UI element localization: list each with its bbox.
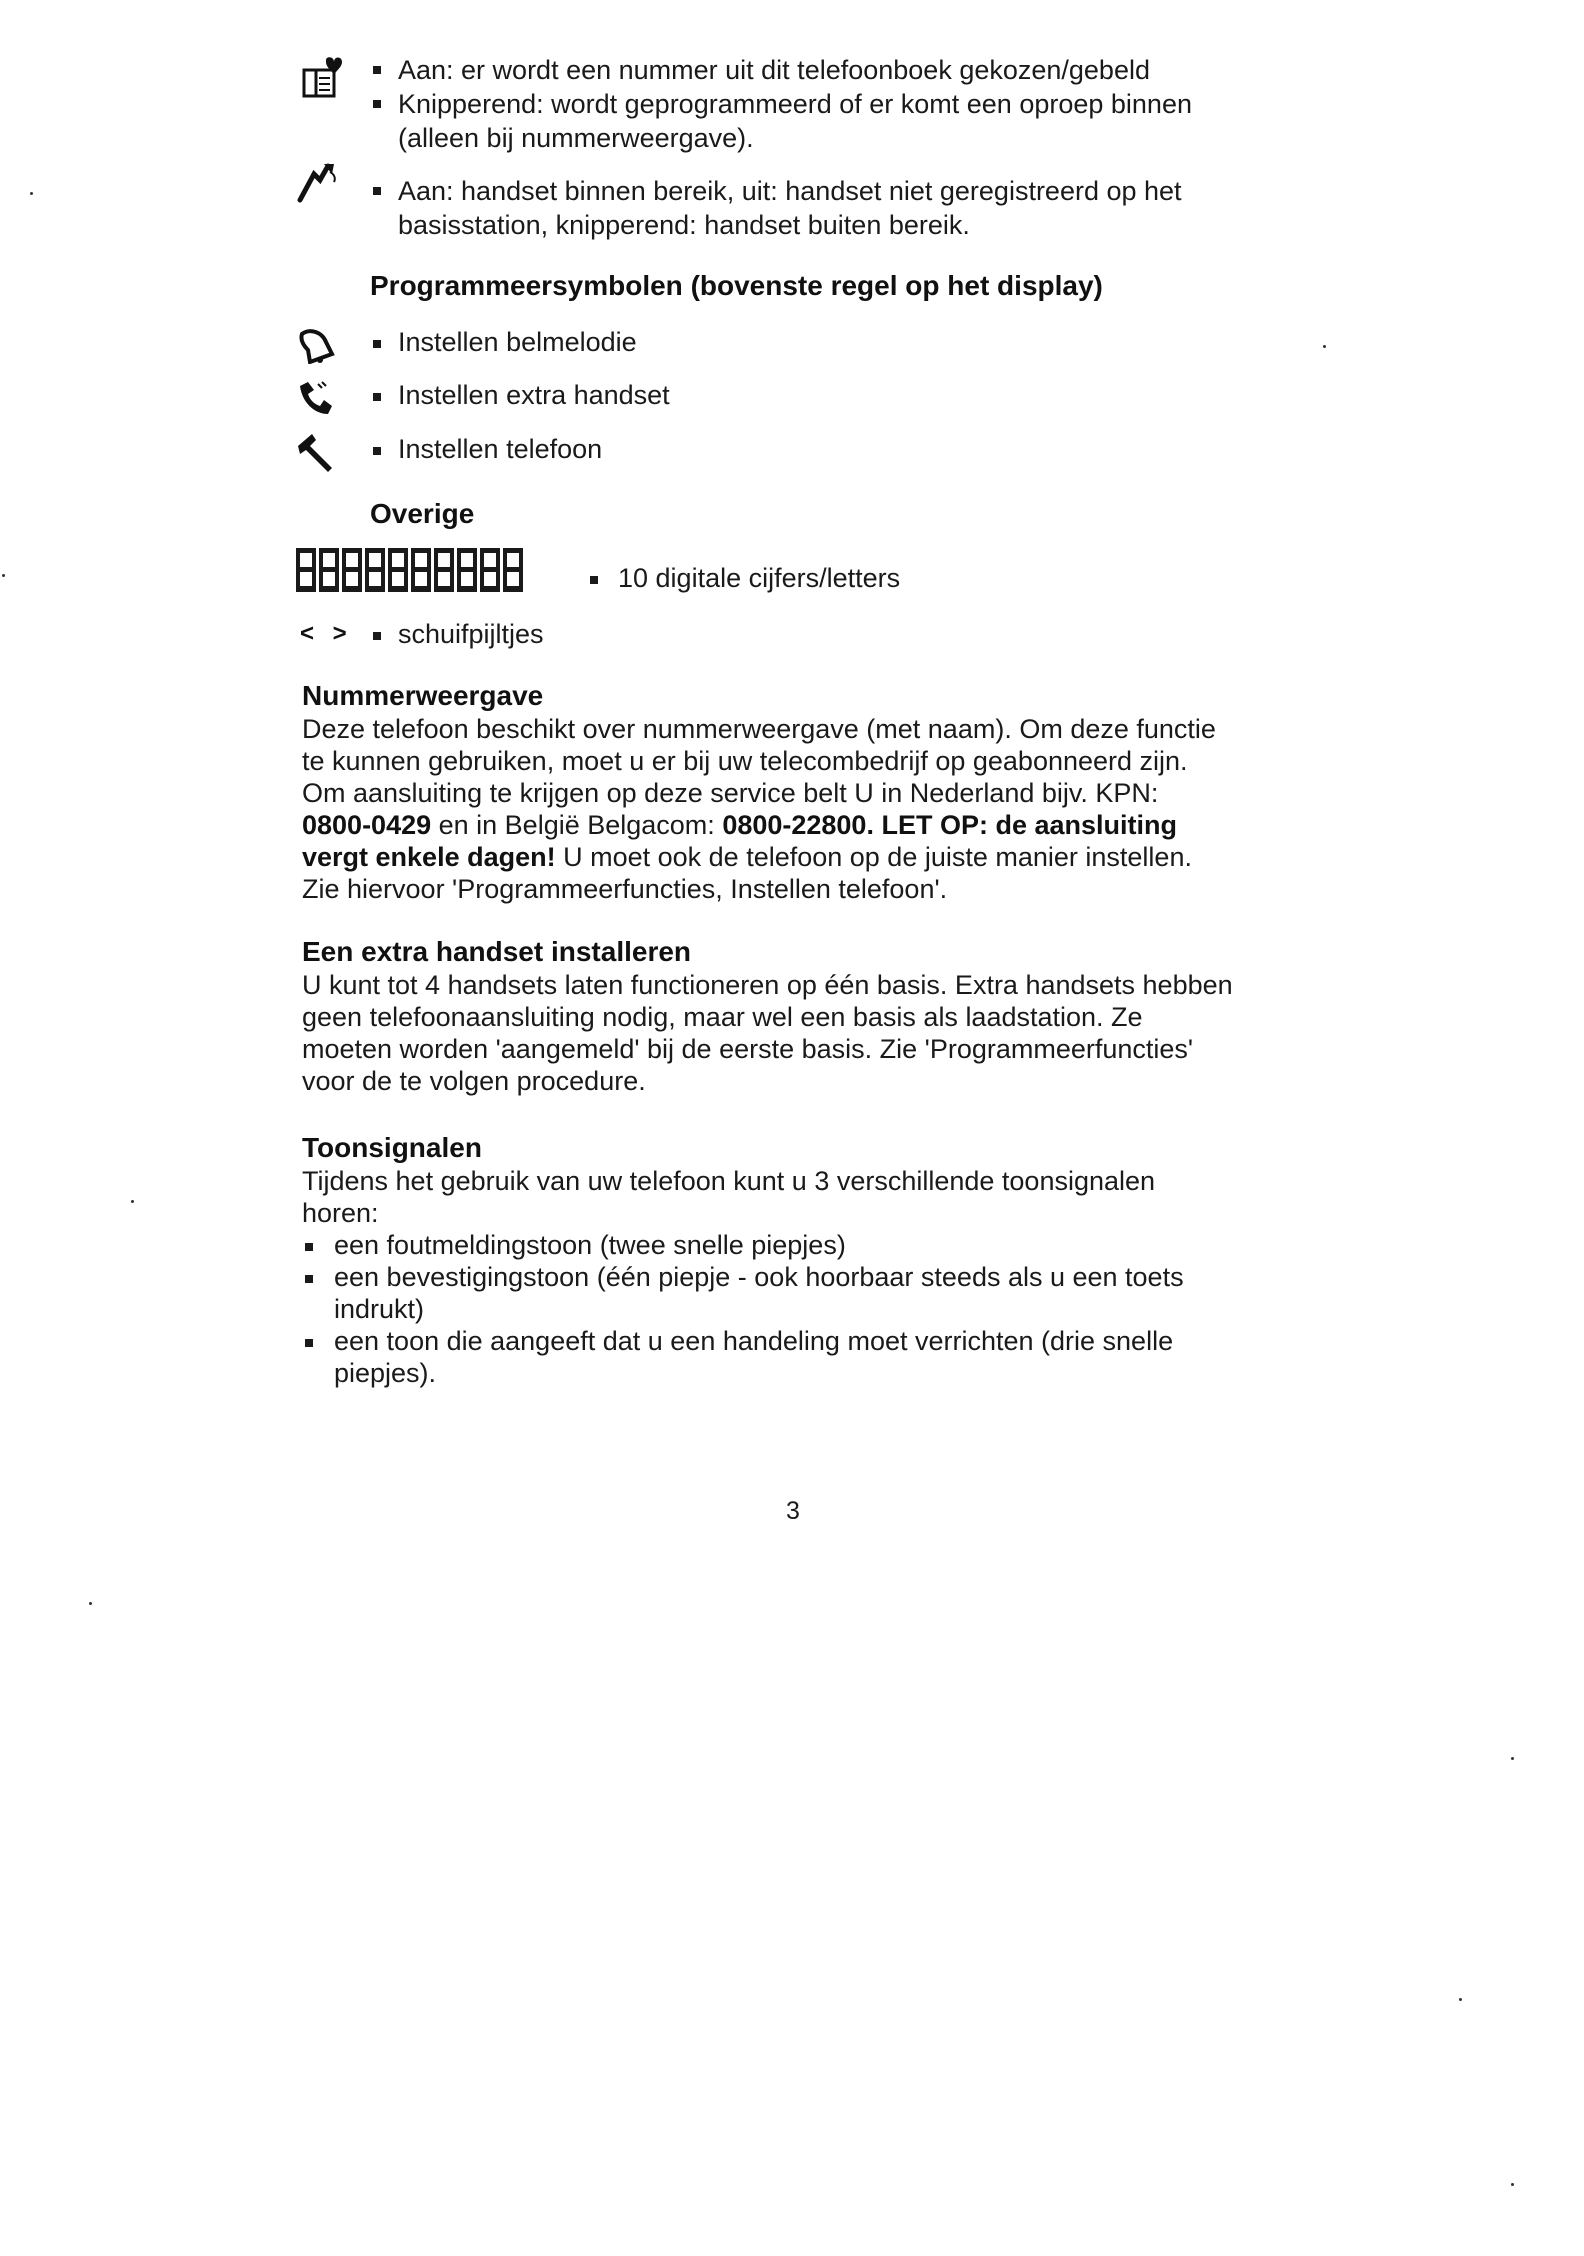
caller-id-line-4 bbox=[302, 809, 1177, 841]
tones-heading: Toonsignalen bbox=[302, 1132, 482, 1163]
tone-item-3-line-2: piepjes). bbox=[334, 1358, 437, 1388]
extra-handset-heading: Een extra handset installeren bbox=[302, 936, 692, 967]
scan-speck bbox=[1511, 1757, 1514, 1760]
signal-range-icon bbox=[294, 160, 344, 204]
range-desc-line-2: basisstation, knipperend: handset buiten bereik. bbox=[398, 210, 970, 240]
segment-cell bbox=[365, 548, 385, 592]
segment-cell bbox=[342, 548, 362, 592]
segment-cell bbox=[296, 548, 316, 592]
segment-cell bbox=[503, 548, 523, 592]
extra-handset-line-3: moeten worden 'aangemeld' bij de eerste basis. Zie 'Programmeerfuncties' bbox=[302, 1034, 1194, 1064]
bullet bbox=[373, 447, 381, 455]
scan-speck bbox=[89, 1602, 92, 1605]
tone-item-3-line-1: een toon die aangeeft dat u een handeling moet verrichten (drie snelle bbox=[334, 1326, 1174, 1356]
page-number: 3 bbox=[786, 1497, 800, 1525]
other-heading: Overige bbox=[370, 498, 475, 529]
scan-speck bbox=[1459, 1998, 1462, 2001]
bullet bbox=[373, 632, 381, 640]
caller-id-heading: Nummerweergave bbox=[302, 680, 544, 711]
scan-speck bbox=[2, 574, 5, 577]
phonebook-desc-line-3: (alleen bij nummerweergave). bbox=[398, 123, 754, 153]
caller-id-line-6: Zie hiervoor 'Programmeerfuncties, Instellen telefoon'. bbox=[302, 874, 948, 904]
segment-cell bbox=[480, 548, 500, 592]
extra-handset-line-2: geen telefoonaansluiting nodig, maar wel een basis als laadstation. Ze bbox=[302, 1002, 1143, 1032]
scroll-arrows-label: schuifpijltjes bbox=[398, 619, 544, 649]
belgacom-number: 0800-22800. bbox=[722, 810, 874, 840]
extra-handset-line-1: U kunt tot 4 handsets laten functioneren op één basis. Extra handsets hebben bbox=[302, 970, 1233, 1000]
bullet bbox=[373, 340, 381, 348]
tones-intro-line-2: horen: bbox=[302, 1198, 379, 1228]
tone-item-1: een foutmeldingstoon (twee snelle piepjes) bbox=[334, 1230, 846, 1260]
scroll-arrows-icon: < > bbox=[300, 620, 353, 647]
tones-intro-line-1: Tijdens het gebruik van uw telefoon kunt u 3 verschillende toonsignalen bbox=[302, 1166, 1156, 1196]
bullet bbox=[373, 100, 381, 108]
caller-id-line-5-rest: U moet ook de telefoon op de juiste manier instellen. bbox=[555, 842, 1192, 872]
wrench-icon bbox=[296, 430, 338, 474]
tone-item-2-line-1: een bevestigingstoon (één piepje - ook hoorbaar steeds als u een toets bbox=[334, 1262, 1184, 1292]
bullet bbox=[305, 1275, 313, 1283]
phonebook-desc-line-1: Aan: er wordt een nummer uit dit telefoonboek gekozen/gebeld bbox=[398, 55, 1150, 85]
bullet bbox=[373, 393, 381, 401]
bell-setting-label: Instellen belmelodie bbox=[398, 327, 637, 357]
range-desc-line-1: Aan: handset binnen bereik, uit: handset niet geregistreerd op het bbox=[398, 176, 1182, 206]
bullet bbox=[373, 187, 381, 195]
warning-text: LET OP: de aansluiting bbox=[873, 810, 1177, 840]
segment-cell bbox=[411, 548, 431, 592]
caller-id-line-5 bbox=[302, 841, 1192, 873]
segment-cell bbox=[457, 548, 477, 592]
scan-speck bbox=[1323, 345, 1326, 348]
digits-label: 10 digitale cijfers/letters bbox=[618, 563, 901, 593]
segment-display-icon bbox=[296, 548, 523, 592]
caller-id-line-4-mid: en in België Belgacom: bbox=[431, 810, 723, 840]
scan-speck bbox=[131, 1200, 134, 1203]
phone-setting-label: Instellen telefoon bbox=[398, 434, 603, 464]
handset-icon bbox=[296, 378, 336, 418]
bullet bbox=[305, 1243, 313, 1251]
warning-text-end: vergt enkele dagen! bbox=[302, 842, 556, 872]
caller-id-line-2: te kunnen gebruiken, moet u er bij uw telecombedrijf op geabonneerd zijn. bbox=[302, 746, 1188, 776]
segment-cell bbox=[388, 548, 408, 592]
caller-id-line-1: Deze telefoon beschikt over nummerweergave (met naam). Om deze functie bbox=[302, 714, 1216, 744]
phonebook-desc-line-2: Knipperend: wordt geprogrammeerd of er komt een oproep binnen bbox=[398, 89, 1192, 119]
kpn-number: 0800-0429 bbox=[302, 810, 432, 840]
extra-handset-line-4: voor de te volgen procedure. bbox=[302, 1066, 646, 1096]
segment-cell bbox=[434, 548, 454, 592]
segment-cell bbox=[319, 548, 339, 592]
scan-speck bbox=[30, 192, 33, 195]
bullet bbox=[373, 66, 381, 74]
caller-id-line-3: Om aansluiting te krijgen op deze service belt U in Nederland bijv. KPN: bbox=[302, 778, 1159, 808]
phonebook-icon bbox=[300, 56, 344, 100]
programming-symbols-heading: Programmeersymbolen (bovenste regel op het display) bbox=[370, 270, 1103, 301]
handset-setting-label: Instellen extra handset bbox=[398, 380, 670, 410]
bullet bbox=[305, 1339, 313, 1347]
tone-item-2-line-2: indrukt) bbox=[334, 1294, 425, 1324]
scan-speck bbox=[1511, 2183, 1514, 2186]
bell-icon bbox=[296, 326, 336, 364]
bullet bbox=[590, 576, 598, 584]
